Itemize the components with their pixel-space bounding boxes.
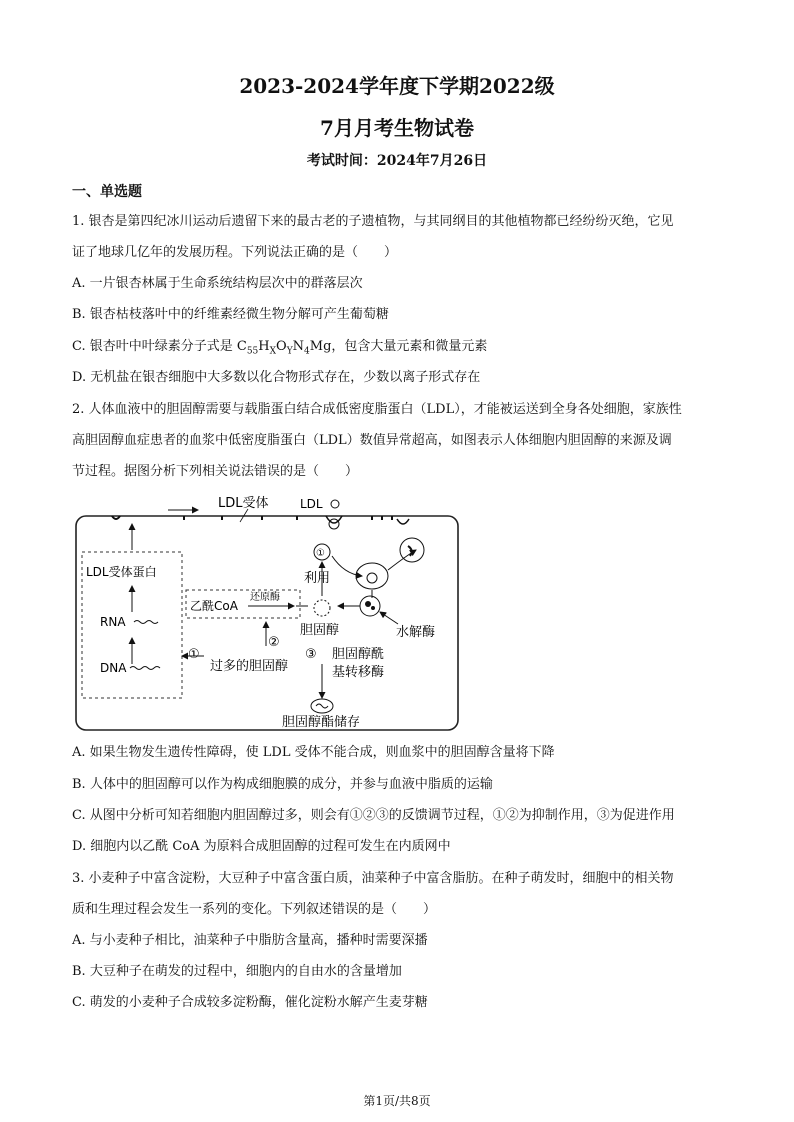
- q2-stem-line3: 节过程。据图分析下列相关说法错误的是（ ）: [72, 464, 359, 479]
- q2-option-c: C. 从图中分析可知若细胞内胆固醇过多，则会有①②③的反馈调节过程，①②为抑制作用，③为促进作用: [72, 808, 675, 823]
- page-number: 第1页/共8页: [363, 1094, 431, 1108]
- q2-option-a: A. 如果生物发生遗传性障碍，使 LDL 受体不能合成，则血浆中的胆固醇含量将下降: [72, 745, 555, 760]
- label-dna: DNA: [100, 661, 127, 675]
- mark-3: ③: [305, 647, 317, 662]
- label-ldl: LDL: [300, 497, 323, 511]
- q1-stem-line1: 1. 银杏是第四纪冰川运动后遗留下来的最古老的子遗植物，与其同纲目的其他植物都已经纷纷灭绝，它见: [72, 214, 674, 229]
- mark-1-vesicle: ①: [316, 548, 325, 559]
- q3-option-b: B. 大豆种子在萌发的过程中，细胞内的自由水的含量增加: [72, 964, 402, 979]
- q1-option-b: B. 银杏枯枝落叶中的纤维素经微生物分解可产生葡萄糖: [72, 307, 389, 322]
- q1-option-d: D. 无机盐在银杏细胞中大多数以化合物形式存在，少数以离子形式存在: [72, 370, 481, 385]
- label-acetyl-coa: 乙酰CoA: [190, 599, 238, 613]
- ldl-particle-icon: [331, 500, 339, 508]
- label-enzyme-line1: 胆固醇酰: [332, 647, 385, 662]
- cholesterol-diagram: [72, 494, 464, 734]
- q1-option-a: A. 一片银杏林属于生命系统结构层次中的群落层次: [72, 276, 363, 291]
- exam-title-line2: 7月月考生物试卷: [320, 116, 474, 140]
- label-enzyme-line2: 基转移酶: [332, 665, 385, 680]
- mark-2: ②: [268, 635, 280, 650]
- q1-option-c: C. 银杏叶中叶绿素分子式是 $C_{55}H_XO_YN_4Mg$，包含大量元素和微量元素: [72, 339, 488, 357]
- label-hydrolase: 水解酶: [396, 625, 436, 640]
- label-use: 利用: [304, 571, 331, 586]
- label-excess-cholesterol: 过多的胆固醇: [210, 659, 289, 674]
- exam-title-line1: 2023-2024学年度下学期2022级: [239, 74, 555, 98]
- q2-option-d: D. 细胞内以乙酰 CoA 为原料合成胆固醇的过程可发生在内质网中: [72, 839, 451, 854]
- label-storage: 胆固醇酯储存: [282, 715, 361, 730]
- q1-stem-line2: 证了地球几亿年的发展历程。下列说法正确的是（ ）: [72, 245, 398, 260]
- label-ldl-receptor: LDL受体: [218, 496, 269, 511]
- cholesterol-icon: [314, 600, 330, 616]
- label-reductase: 还原酶: [250, 592, 280, 603]
- exam-time: 考试时间：2024年7月26日: [306, 153, 488, 169]
- q3-option-a: A. 与小麦种子相比，油菜种子中脂肪含量高，播种时需要深播: [72, 933, 428, 948]
- q2-stem-line2: 高胆固醇血症患者的血浆中低密度脂蛋白（LDL）数值异常超高，如图表示人体细胞内胆固醇的来源及调: [72, 433, 672, 448]
- q3-stem-line2: 质和生理过程会发生一系列的变化。下列叙述错误的是（ ）: [72, 902, 437, 917]
- label-cholesterol: 胆固醇: [300, 623, 340, 638]
- section-title: 一、单选题: [72, 184, 142, 200]
- mark-1: ①: [188, 647, 200, 662]
- label-rna: RNA: [100, 615, 126, 629]
- q2-stem-line1: 2. 人体血液中的胆固醇需要与载脂蛋白结合成低密度脂蛋白（LDL），才能被运送到全身各处细胞，家族性: [72, 402, 682, 417]
- q2-option-b: B. 人体中的胆固醇可以作为构成细胞膜的成分，并参与血液中脂质的运输: [72, 777, 493, 792]
- label-ldl-receptor-protein: LDL受体蛋白: [86, 565, 157, 579]
- q3-option-c: C. 萌发的小麦种子合成较多淀粉酶，催化淀粉水解产生麦芽糖: [72, 995, 428, 1010]
- q3-stem-line1: 3. 小麦种子中富含淀粉，大豆种子中富含蛋白质，油菜种子中富含脂肪。在种子萌发时，细胞中的相关物: [72, 871, 674, 886]
